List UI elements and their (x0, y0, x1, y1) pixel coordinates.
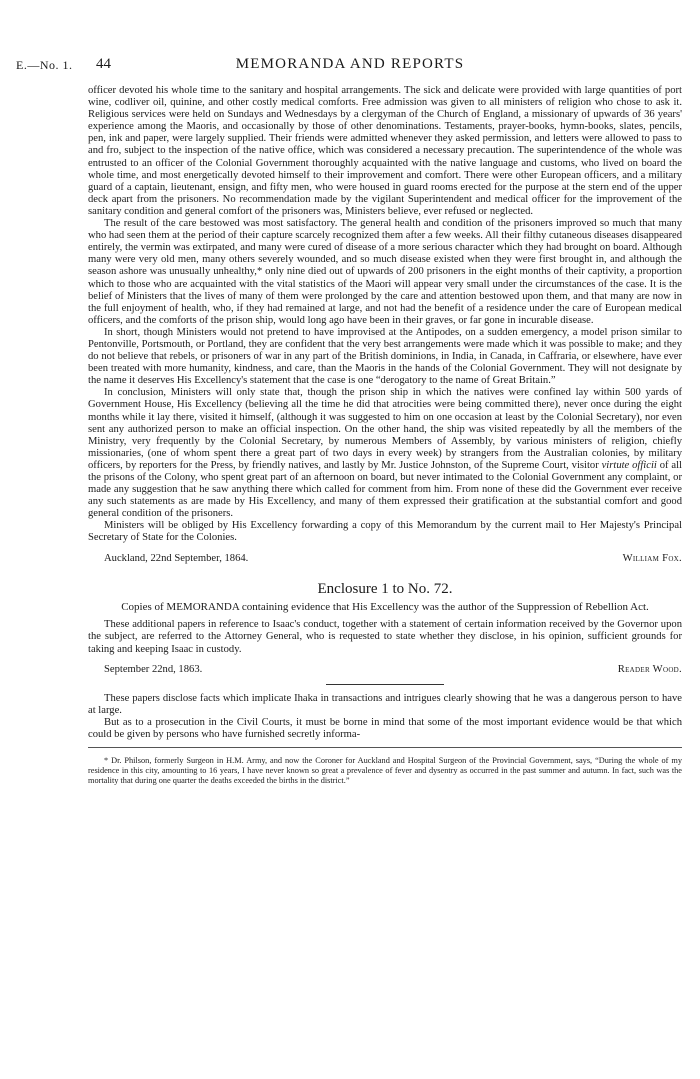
paragraph-in-short: In short, though Ministers would not pretend to have improvised at the Antipodes, on a sudden emergency, a model prison similar to Pentonville, Portsmouth, or Portland, they are confident that the very best arrangements were made which it was possible to make; and they do not believe that rebels, or prisoners of war in any part of the British dominions, in India, in Canada, in Caffraria, or elsewhere, have ever been treated with more humanity, kindness, and care, than the Maoris in the hands of the Colonial Government. They will not designate by the name it deserves His Excellency's statement that the case is one “derogatory to the name of Great Britain.” (88, 326, 682, 387)
footnote: * Dr. Philson, formerly Surgeon in H.M. Army, and now the Coroner for Auckland and Hospital Surgeon of the Provincial Government, says, “During the whole of my residence in this city, amounting to 16 years, I have never known so great a prevalence of fever and dysentry as occurred in the past summer and autumn. In fact, such was the mortality that during one quarter the deaths exceeded the births in the district.” (88, 756, 682, 785)
enclosure-signature: Reader Wood. (617, 663, 682, 675)
paragraph-result-of-care: The result of the care bestowed was most satisfactory. The general health and condition of the prisoners improved so much that many who had seen them at the period of their capture scarcely recognized them after a few weeks. All their filthy cutaneous diseases disappeared entirely, the vermin was extirpated, and many were cured of disease of a more serious character which they had brought on board. Although many were very old men, many others severely wounded, and so much disease existed when they were first brought in, and although the season ashore was unusually unhealthy,* only nine died out of upwards of 200 prisoners in the eight months of their captivity, a proportion which to those who are acquainted with the vital statistics of the Maori will appear very small under the circumstances of the case. It is the belief of Ministers that the lives of many of them were prolonged by the care and attention bestowed upon them, and that many are now in the full enjoyment of health, who, if they had remained at large, and not had the benefit of a residence under the care of European medical officers, and the comforts of the prison ship, would long ago have been in their graves, or far gone in incurable disease. (88, 218, 682, 326)
paragraph-in-conclusion (88, 387, 682, 520)
enclosure-caption: Copies of MEMORANDA containing evidence that His Excellency was the author of the Suppression of Rebellion Act. (121, 600, 649, 613)
section-divider (326, 684, 444, 685)
place-date: Auckland, 22nd September, 1864. (104, 552, 249, 564)
footnote-divider (88, 747, 682, 748)
enclosure-paragraph: These additional papers in reference to Isaac's conduct, together with a statement of certain information received by the Governor upon the subject, are referred to the Attorney General, who is requested to state whether they disclose, in his opinion, sufficient grounds for taking and keeping Isaac in custody. (88, 619, 682, 655)
paragraph-forwarding: Ministers will be obliged by His Excellency forwarding a copy of this Memorandum by the current mail to Her Majesty's Principal Secretary of State for the Colonies. (88, 520, 682, 544)
paragraph-continued: officer devoted his whole time to the sanitary and hospital arrangements. The sick and delicate were provided with large quantities of port wine, codliver oil, quinine, and other costly medical comforts. Free admission was given to all ministers of religion who chose to ask it. Religious services were held on Sundays and Wednesdays by a clergyman of the Church of England, a missionary of upwards of 36 years' experience among the Maoris, and occasionally by those of other denominations. Testaments, prayer-books, hymn-books, slates, pencils, pen, ink and paper, were largely supplied. Their friends were admitted whenever they asked permission, and letters were allowed to pass to and fro, subject to the inspection of the native office, which was considered a necessary precaution. The superintendence of the whole was entrusted to an officer of the Colonial Government thoroughly acquainted with the native language and customs, who lived on board the whole time, and most energetically devoted himself to their improvement and comfort. There were other European officers, and a military guard of a captain, lieutenant, ensign, and fifty men, who were housed in guard rooms erected for the purpose at the stern end of the upper deck apart from the prisoners. No recommendation made by the vigilant Superintendent and medical officer for the improvement of the sanitary condition and general comfort of the prisoners was, Ministers believe, ever refused or neglected. (88, 85, 682, 217)
memorandum-signoff (88, 553, 682, 565)
paragraph-in-conclusion-part2: of all the prisons of the Colony, who spent great part of an afternoon on board, but never intimated to the Colonial Government any complaint, or made any suggestion that he saw anything there which called for comment from him. From none of these did the Government ever receive any such statements as are made by His Excellency, and many of them expressed their gratification at the substantial comfort and good general condition of the prisoners. (88, 459, 682, 520)
page-body (88, 85, 682, 785)
page-number: 44 (96, 56, 111, 72)
enclosure-paragraph-2: These papers disclose facts which implicate Ihaka in transactions and intrigues clearly showing that he was a dangerous person to have at large. (88, 692, 682, 716)
enclosure-signoff (88, 664, 682, 676)
enclosure-heading: Enclosure 1 to No. 72. (317, 580, 453, 597)
page-header (0, 58, 700, 78)
latin-phrase: virtute officii (601, 459, 657, 471)
paragraph-in-conclusion-part1: In conclusion, Ministers will only state that, though the prison ship in which the natives were confined lay within 500 yards of Government House, His Excellency (believing all the time he did that atrocities were being committed there), never once during the eight months while it lay there, visited it himself, (although it was suggested to him on one occasion at least by the Colonial Secretary), nor even sent any authorized person to make an official inspection. On the other hand, the ship was visited repeatedly by all the members of the Ministry, very frequently by the Colonial Secretary, by numerous Members of Assembly, by various ministers of religion, chiefly missionaries, (one of whom spent there a great part of two days in every week) by strangers from the Australian colonies, by military officers, by reporters for the Press, by friendly natives, and lastly by Mr. Justice Johnston, of the Supreme Court, visitor (88, 387, 682, 471)
enclosure-date: September 22nd, 1863. (104, 663, 203, 675)
enclosure-paragraph-3: But as to a prosecution in the Civil Courts, it must be borne in mind that some of the most important evidence would be that which could be given by persons who have furnished secretly informa- (88, 716, 682, 740)
running-title: MEMORANDA AND REPORTS (235, 56, 465, 72)
document-reference: E.—No. 1. (16, 58, 73, 72)
signature: William Fox. (622, 552, 682, 564)
